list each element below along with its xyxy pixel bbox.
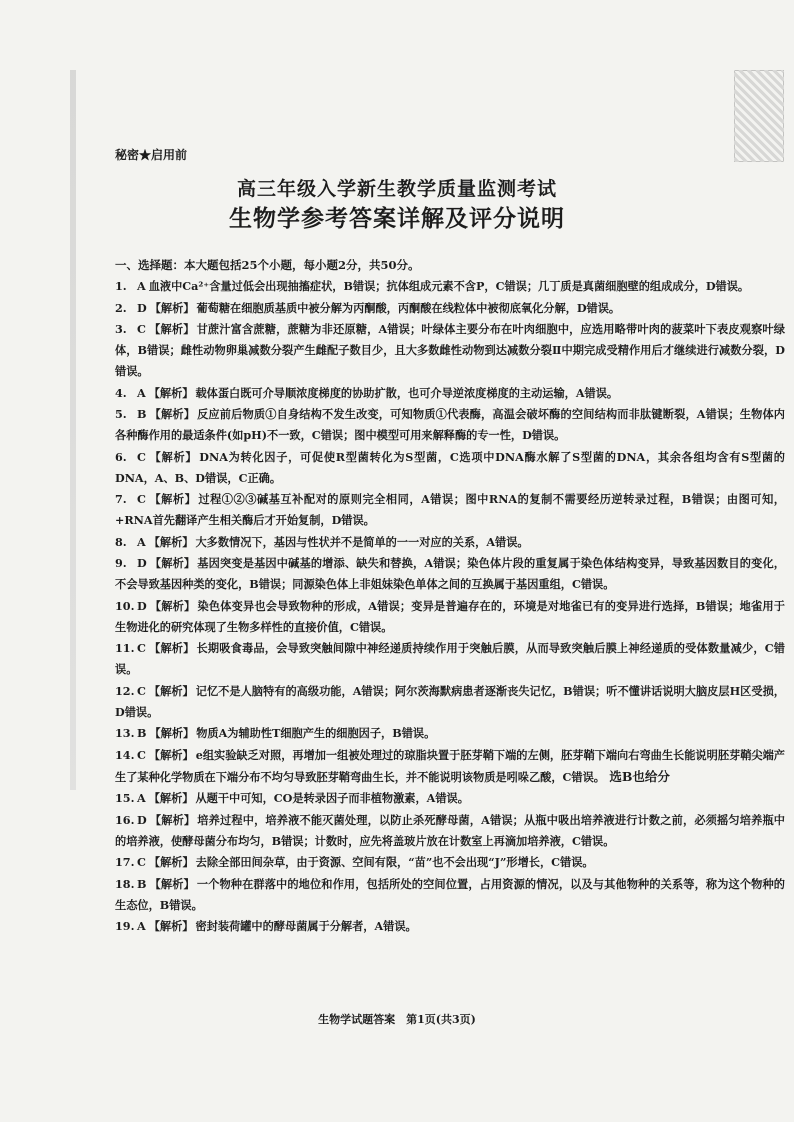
answer-letter: D	[137, 812, 147, 827]
explanation-text: e组实验缺乏对照，再增加一组被处理过的琼脂块置于胚芽鞘下端的左侧，胚芽鞘下端向右弯曲生长能说明胚芽鞘尖端产生了某种化学物质在下端分布不均匀导致胚芽鞘弯曲生长，并不能说明该物质是吲哚乙酸，C错误。	[115, 747, 785, 784]
explanation-text: 一个物种在群落中的地位和作用，包括所处的空间位置，占用资源的情况，以及与其他物种的关系等，称为这个物种的生态位，B错误。	[115, 876, 785, 912]
answer-item	[115, 852, 785, 873]
answer-item	[115, 723, 785, 744]
explanation-tag: 【解析】	[148, 791, 194, 805]
explanation-text: 基因突变是基因中碱基的增添、缺失和替换，A错误；染色体片段的重复属于染色体结构变异，导致基因数目的变化，不会导致基因种类的变化，B错误；同源染色体上非姐妹染色单体之间的互换属于基因重组，C错误。	[115, 556, 785, 591]
explanation-tag: 【解析】	[149, 407, 196, 421]
explanation-tag: 【解析】	[148, 919, 194, 933]
explanation-text: 记忆不是人脑特有的高级功能，A错误；阿尔茨海默病患者逐渐丧失记忆，B错误；听不懂讲话说明大脑皮层H区受损，D错误。	[115, 683, 785, 719]
answer-letter: A	[137, 279, 146, 293]
explanation-tag: 【解析】	[148, 385, 194, 400]
answer-letter: C	[137, 641, 146, 655]
explanation-tag: 【解析】	[149, 812, 196, 827]
page-footer: 生物学试题答案 第1页(共3页)	[318, 1013, 476, 1026]
explanation-text: 从题干中可知，CO是转录因子而非植物激素，A错误。	[195, 791, 469, 805]
question-number: 11.	[115, 641, 135, 655]
question-number: 13.	[115, 726, 135, 740]
explanation-text: 反应前后物质①自身结构不发生改变，可知物质①代表酶，高温会破坏酶的空间结构而非肽键断裂，A错误；生物体内各种酶作用的最适条件(如pH)不一致，C错误；图中模型可用来解释酶的专一性，D错误。	[115, 407, 785, 442]
question-number: 12.	[115, 683, 135, 698]
answer-item	[115, 681, 785, 723]
explanation-tag: 【解析】	[148, 322, 195, 336]
answer-letter: A	[137, 385, 146, 400]
answer-letter: C	[137, 492, 146, 506]
question-number: 16.	[115, 812, 135, 827]
answer-letter: C	[137, 449, 146, 464]
answer-item	[115, 553, 785, 595]
answer-item	[115, 596, 785, 638]
answer-letter: D	[137, 556, 147, 570]
answer-letter: B	[137, 407, 147, 421]
explanation-text: 去除全部田间杂草，由于资源、空间有限，“苗”也不会出现“J”形增长，C错误。	[195, 855, 594, 869]
answer-item	[115, 276, 785, 297]
question-number: 18.	[115, 876, 135, 891]
question-number: 14.	[115, 747, 135, 762]
answer-item	[115, 298, 785, 319]
question-number: 19.	[115, 919, 135, 933]
answer-list	[115, 276, 785, 938]
explanation-text: 物质A为辅助性T细胞产生的细胞因子，B错误。	[196, 726, 436, 740]
answer-letter: C	[137, 322, 146, 336]
question-number: 7.	[115, 492, 127, 506]
explanation-tag: 【解析】	[149, 598, 196, 613]
answer-key-title: 生物学参考答案详解及评分说明	[229, 205, 565, 232]
answer-letter: A	[137, 919, 146, 933]
question-number: 4.	[115, 385, 127, 400]
explanation-tag: 【解析】	[148, 641, 195, 655]
question-number: 1.	[115, 279, 127, 293]
question-number: 9.	[115, 556, 127, 570]
explanation-text: 过程①②③碱基互补配对的原则完全相同，A错误；图中RNA的复制不需要经历逆转录过程，B错误；由图可知，+RNA首先翻译产生相关酶后才开始复制，D错误。	[115, 492, 785, 527]
explanation-tag: 【解析】	[148, 683, 194, 698]
answer-item	[115, 447, 785, 489]
answer-letter: D	[137, 598, 147, 613]
answer-item	[115, 874, 785, 916]
answer-item	[115, 916, 785, 937]
answer-item	[115, 638, 785, 680]
answer-item	[115, 319, 785, 382]
answer-item	[115, 404, 785, 446]
exam-title: 高三年级入学新生教学质量监测考试	[236, 178, 557, 200]
answer-letter: C	[137, 747, 146, 762]
explanation-tag: 【解析】	[148, 534, 194, 549]
explanation-tag: 【解析】	[148, 449, 198, 464]
explanation-tag: 【解析】	[149, 300, 195, 315]
question-number: 10.	[115, 598, 135, 613]
question-number: 6.	[115, 449, 127, 464]
answer-item	[115, 532, 785, 553]
answer-letter: A	[137, 534, 146, 549]
answer-item	[115, 788, 785, 809]
question-number: 3.	[115, 322, 127, 336]
qr-code-bleed	[734, 70, 784, 162]
explanation-text: 载体蛋白既可介导顺浓度梯度的协助扩散，也可介导逆浓度梯度的主动运输，A错误。	[195, 385, 619, 400]
bleed-through-text	[70, 95, 720, 129]
explanation-tag: 【解析】	[148, 492, 197, 506]
explanation-tag: 【解析】	[148, 855, 194, 869]
explanation-text: 甘蔗汁富含蔗糖，蔗糖为非还原糖，A错误；叶绿体主要分布在叶肉细胞中，应选用略带叶肉的菠菜叶下表皮观察叶绿体，B错误；雌性动物卵巢减数分裂产生雌配子数目少，且大多数雌性动物到达减数分裂Ⅱ中期完成受精作用后才继续进行减数分裂，D错误。	[115, 322, 785, 378]
section-heading: 一、选择题：本大题包括25个小题，每小题2分，共50分。	[115, 258, 420, 272]
explanation-tag: 【解析】	[148, 747, 194, 762]
answer-letter: A	[137, 791, 146, 805]
explanation-text: 血液中Ca²⁺含量过低会出现抽搐症状，B错误；抗体组成元素不含P，C错误；几丁质是真菌细胞壁的组成成分，D错误。	[148, 279, 750, 293]
explanation-tag: 【解析】	[149, 726, 195, 740]
explanation-tag: 【解析】	[149, 556, 196, 570]
explanation-text: 葡萄糖在细胞质基质中被分解为丙酮酸，丙酮酸在线粒体中被彻底氧化分解，D错误。	[196, 300, 621, 315]
answer-letter: C	[137, 683, 146, 698]
answer-item	[115, 745, 785, 788]
question-number: 17.	[115, 855, 135, 869]
handwritten-note: 选B也给分	[604, 768, 670, 784]
question-number: 2.	[115, 300, 127, 315]
answer-letter: C	[137, 855, 146, 869]
explanation-text: 大多数情况下，基因与性状并不是简单的一一对应的关系，A错误。	[195, 534, 529, 549]
explanation-tag: 【解析】	[149, 876, 195, 891]
answer-item	[115, 489, 785, 531]
explanation-text: 染色体变异也会导致物种的形成，A错误；变异是普遍存在的，环境是对地雀已有的变异进行选择，B错误；地雀用于生物进化的研究体现了生物多样性的直接价值，C错误。	[115, 598, 785, 634]
explanation-text: DNA为转化因子，可促使R型菌转化为S型菌，C选项中DNA酶水解了S型菌的DNA，其余各组均含有S型菌的DNA，A、B、D错误，C正确。	[115, 449, 785, 485]
confidential-label: 秘密★启用前	[115, 148, 188, 162]
question-number: 5.	[115, 407, 127, 421]
answer-item	[115, 810, 785, 852]
answer-letter: D	[137, 300, 147, 315]
answer-item	[115, 383, 785, 404]
answer-letter: B	[137, 876, 147, 891]
explanation-text: 培养过程中，培养液不能灭菌处理，以防止杀死酵母菌，A错误；从瓶中吸出培养液进行计数之前，必须摇匀培养瓶中的培养液，使酵母菌分布均匀，B错误；计数时，应先将盖玻片放在计数室上再滴加培养液，C错误。	[115, 812, 785, 848]
explanation-text: 密封装荷罐中的酵母菌属于分解者，A错误。	[195, 919, 417, 933]
question-number: 8.	[115, 534, 127, 549]
question-number: 15.	[115, 791, 135, 805]
answer-letter: B	[137, 726, 147, 740]
explanation-text: 长期吸食毒品，会导致突触间隙中神经递质持续作用于突触后膜，从而导致突触后膜上神经递质的受体数量减少，C错误。	[115, 641, 785, 676]
